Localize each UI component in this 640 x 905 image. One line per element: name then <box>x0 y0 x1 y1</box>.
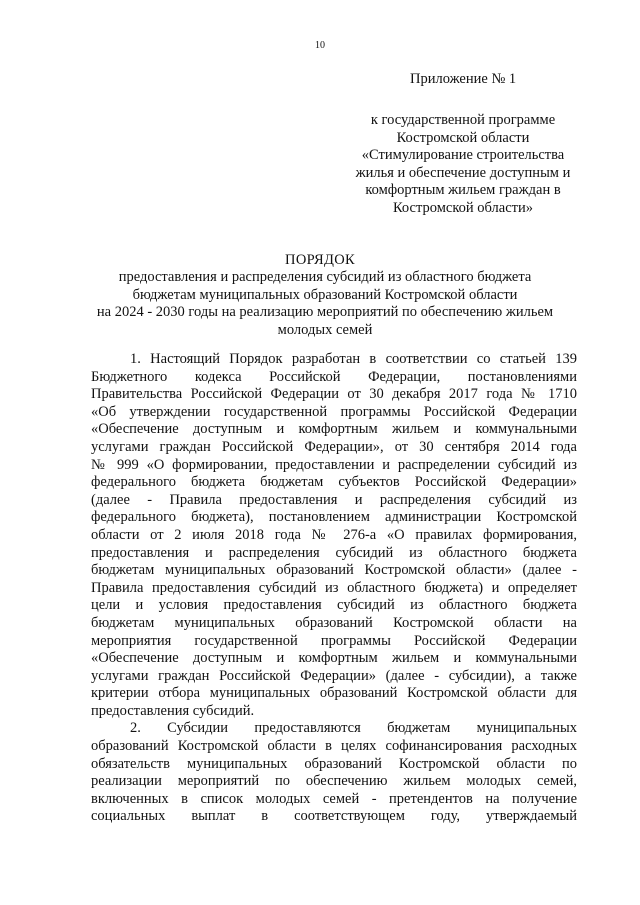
text-line: реализации мероприятий по обеспечению жильем молодых семей, <box>91 773 577 790</box>
program-reference-line: Костромской области <box>396 129 530 146</box>
text-line: области от 2 июля 2018 года № 276-а «О правилах формирования, <box>91 526 577 543</box>
text-line: 1. Настоящий Порядок разработан в соответствии со статьей 139 <box>130 351 577 367</box>
text-line: № 999 «О формировании, предоставлении и распределении субсидий из <box>91 456 577 473</box>
text-line: услугами граждан Российской Федерации» (далее - субсидии), а также <box>91 667 577 684</box>
text-line: «Обеспечение доступным и комфортным жильем и коммунальными <box>91 650 577 667</box>
text-line: предоставления и распределения субсидий из областного бюджета <box>91 544 577 561</box>
text-line: Правила предоставления субсидий из областного бюджета) и определяет <box>91 579 577 596</box>
document-subtitle <box>75 269 575 339</box>
page-number: 10 <box>315 40 325 51</box>
text-line: обязательств муниципальных образований Костромской области по <box>91 755 577 772</box>
program-reference-line: к государственной программе <box>370 112 556 128</box>
text-line: социальных выплат в соответствующем году, утверждаемый <box>91 808 577 825</box>
text-line: Правительства Российской Федерации от 30 декабря 2017 года № 1710 <box>91 386 577 403</box>
text-line: «Обеспечение доступным и комфортным жильем и коммунальными <box>91 421 577 438</box>
text-line: (далее - Правила предоставления и распределения субсидий из <box>91 491 577 508</box>
text-line: услугами граждан Российской Федерации», от 30 сентября 2014 года <box>91 438 577 455</box>
text-line: образований Костромской области в целях софинансирования расходных <box>91 738 577 755</box>
text-line: федерального бюджета бюджетам субъектов Российской Федерации» <box>91 474 577 491</box>
text-line: «Об утверждении государственной программы Российской Федерации <box>91 403 577 420</box>
text-line: критерии отбора муниципальных образований Костромской области для <box>91 685 577 702</box>
document-title: ПОРЯДОК <box>285 252 355 268</box>
text-line: 2. Субсидии предоставляются бюджетам муниципальных <box>130 720 577 737</box>
program-reference-line: Костромской области» <box>392 199 533 216</box>
text-line: предоставления субсидий. <box>91 702 255 719</box>
text-line: федерального бюджета), постановлением администрации Костромской <box>91 509 577 526</box>
text-line: бюджетам муниципальных образований Костромской области» (далее - <box>91 562 577 579</box>
paragraph-2 <box>91 720 577 826</box>
subtitle-line: молодых семей <box>277 321 373 338</box>
text-line: цели и условия предоставления субсидий из областного бюджета <box>91 597 577 614</box>
subtitle-line: на 2024 - 2030 годы на реализацию мероприятий по обеспечению жильем <box>96 304 554 320</box>
appendix-title: Приложение № 1 <box>410 71 517 87</box>
program-reference-line: комфортным жильем граждан в <box>365 182 561 198</box>
text-line: Бюджетного кодекса Российской Федерации, постановлениями <box>91 368 577 385</box>
subtitle-line: бюджетам муниципальных образований Костромской области <box>132 286 518 303</box>
text-line: включенных в список молодых семей - претендентов на получение <box>91 790 577 807</box>
paragraph-1 <box>91 351 577 720</box>
body-text <box>91 351 577 826</box>
program-reference-line: «Стимулирование строительства <box>361 147 565 163</box>
text-line: мероприятия государственной программы Российской Федерации <box>91 632 577 649</box>
program-reference <box>350 112 576 217</box>
program-reference-line: жилья и обеспечение доступным и <box>355 164 571 181</box>
subtitle-line: предоставления и распределения субсидий из областного бюджета <box>118 269 532 285</box>
text-line: бюджетам муниципальных образований Костромской области на <box>91 614 577 631</box>
